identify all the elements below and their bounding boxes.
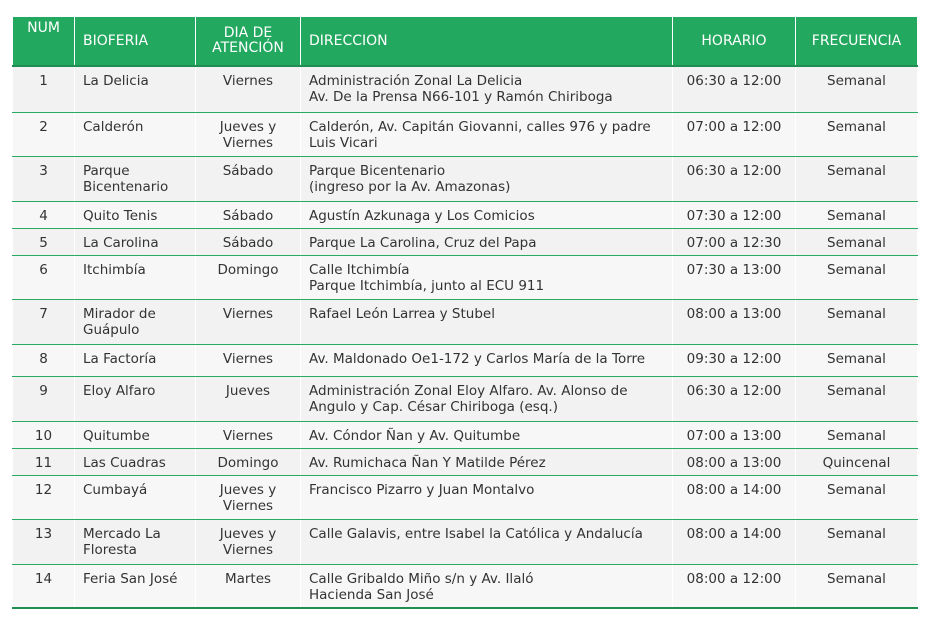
- table-row: [13, 201, 918, 228]
- dia-line: Viernes: [222, 497, 274, 514]
- cell-dia: [196, 228, 301, 255]
- cell-frecuencia: Semanal: [796, 112, 918, 156]
- bioferia-name-line: Quitumbe: [83, 427, 150, 444]
- cell-horario: 07:00 a 13:00: [673, 421, 796, 448]
- bioferia-name-line: Feria San José: [83, 570, 178, 587]
- cell-bioferia: [75, 421, 196, 448]
- bioferia-name-line: Eloy Alfaro: [83, 382, 156, 399]
- cell-bioferia: [75, 228, 196, 255]
- cell-dia: [196, 519, 301, 564]
- table-header-row: [13, 17, 918, 66]
- cell-horario: 06:30 a 12:00: [673, 376, 796, 421]
- cell-frecuencia: Semanal: [796, 376, 918, 421]
- dia-line: Martes: [224, 570, 272, 587]
- direccion-line: Parque Bicentenario: [309, 162, 446, 179]
- table-row: [13, 66, 918, 112]
- table-row: [13, 112, 918, 156]
- table-row: [13, 519, 918, 564]
- cell-num: 3: [13, 156, 75, 201]
- cell-num: 1: [13, 66, 75, 112]
- direccion-line: Av. Rumichaca Ñan Y Matilde Pérez: [309, 454, 546, 471]
- direccion-line: Francisco Pizarro y Juan Montalvo: [309, 481, 535, 498]
- direccion-line: Angulo y Cap. César Chiriboga (esq.): [309, 398, 558, 415]
- cell-dia: [196, 421, 301, 448]
- cell-direccion: [301, 112, 673, 156]
- cell-direccion: [301, 475, 673, 519]
- direccion-line: Administración Zonal La Delicia: [309, 73, 523, 89]
- cell-horario: 08:00 a 14:00: [673, 475, 796, 519]
- header-dia-line2: ATENCIÓN: [212, 40, 284, 56]
- cell-frecuencia: Semanal: [796, 421, 918, 448]
- table-row: [13, 376, 918, 421]
- cell-bioferia: [75, 299, 196, 344]
- cell-direccion: [301, 376, 673, 421]
- header-direccion: DIRECCION: [301, 17, 673, 66]
- direccion-line: Calle Gribaldo Miño s/n y Av. Ilaló: [309, 570, 534, 587]
- cell-frecuencia: Semanal: [796, 66, 918, 112]
- cell-horario: 07:00 a 12:00: [673, 112, 796, 156]
- bioferia-name-line: Bicentenario: [83, 178, 169, 195]
- cell-num: 2: [13, 112, 75, 156]
- bioferia-name-line: La Delicia: [83, 73, 149, 89]
- cell-bioferia: [75, 519, 196, 564]
- cell-frecuencia: Semanal: [796, 156, 918, 201]
- cell-dia: [196, 66, 301, 112]
- cell-direccion: [301, 448, 673, 475]
- header-frecuencia: FRECUENCIA: [796, 17, 918, 66]
- cell-horario: 07:00 a 12:30: [673, 228, 796, 255]
- cell-num: 13: [13, 519, 75, 564]
- cell-dia: [196, 255, 301, 299]
- header-dia-line1: DIA DE: [223, 25, 273, 41]
- cell-direccion: [301, 201, 673, 228]
- table-row: [13, 475, 918, 519]
- cell-num: 4: [13, 201, 75, 228]
- dia-line: Jueves y: [219, 481, 277, 498]
- cell-horario: 08:00 a 12:00: [673, 564, 796, 608]
- cell-direccion: [301, 421, 673, 448]
- cell-direccion: [301, 299, 673, 344]
- table-row: [13, 421, 918, 448]
- table-row: [13, 299, 918, 344]
- cell-direccion: [301, 519, 673, 564]
- table-row: [13, 255, 918, 299]
- bioferia-name-line: La Factoría: [83, 350, 157, 367]
- cell-dia: [196, 448, 301, 475]
- bioferia-name-line: Cumbayá: [83, 481, 148, 498]
- cell-direccion: [301, 156, 673, 201]
- cell-num: 8: [13, 344, 75, 376]
- table-row: [13, 228, 918, 255]
- cell-frecuencia: Semanal: [796, 344, 918, 376]
- dia-line: Domingo: [217, 454, 279, 471]
- cell-direccion: [301, 66, 673, 112]
- cell-bioferia: [75, 344, 196, 376]
- cell-bioferia: [75, 475, 196, 519]
- direccion-line: Hacienda San José: [309, 586, 434, 603]
- direccion-line: Calderón, Av. Capitán Giovanni, calles 976 y padre: [309, 118, 651, 135]
- cell-horario: 08:00 a 14:00: [673, 519, 796, 564]
- dia-line: Viernes: [222, 134, 274, 151]
- dia-line: Jueves: [225, 382, 271, 399]
- cell-horario: 07:30 a 12:00: [673, 201, 796, 228]
- direccion-line: Parque La Carolina, Cruz del Papa: [309, 234, 537, 251]
- cell-direccion: [301, 255, 673, 299]
- direccion-line: Calle Itchimbía: [309, 261, 410, 278]
- header-bioferia: BIOFERIA: [75, 17, 196, 66]
- dia-line: Sábado: [222, 162, 274, 179]
- cell-bioferia: [75, 448, 196, 475]
- header-dia: [196, 17, 301, 66]
- cell-frecuencia: Semanal: [796, 564, 918, 608]
- dia-line: Viernes: [222, 427, 274, 444]
- cell-horario: 09:30 a 12:00: [673, 344, 796, 376]
- cell-frecuencia: Semanal: [796, 299, 918, 344]
- direccion-line: (ingreso por la Av. Amazonas): [309, 178, 511, 195]
- cell-horario: 07:30 a 13:00: [673, 255, 796, 299]
- direccion-line: Calle Galavis, entre Isabel la Católica y Andalucía: [309, 525, 643, 542]
- cell-frecuencia: Semanal: [796, 519, 918, 564]
- cell-bioferia: [75, 112, 196, 156]
- cell-dia: [196, 156, 301, 201]
- cell-bioferia: [75, 255, 196, 299]
- direccion-line: Rafael León Larrea y Stubel: [309, 305, 495, 322]
- direccion-line: Administración Zonal Eloy Alfaro. Av. Alonso de: [309, 382, 628, 399]
- cell-dia: [196, 112, 301, 156]
- bioferia-name-line: Parque: [83, 162, 130, 179]
- table-row: [13, 344, 918, 376]
- cell-dia: [196, 376, 301, 421]
- header-horario: HORARIO: [673, 17, 796, 66]
- cell-num: 9: [13, 376, 75, 421]
- dia-line: Jueves y: [219, 525, 277, 542]
- bioferia-name-line: La Carolina: [83, 234, 159, 251]
- table-row: [13, 448, 918, 475]
- cell-horario: 08:00 a 13:00: [673, 448, 796, 475]
- cell-horario: 08:00 a 13:00: [673, 299, 796, 344]
- cell-num: 11: [13, 448, 75, 475]
- cell-bioferia: [75, 201, 196, 228]
- cell-frecuencia: Quincenal: [796, 448, 918, 475]
- cell-num: 10: [13, 421, 75, 448]
- cell-num: 6: [13, 255, 75, 299]
- cell-dia: [196, 201, 301, 228]
- cell-bioferia: [75, 156, 196, 201]
- dia-line: Viernes: [222, 305, 274, 322]
- cell-direccion: [301, 228, 673, 255]
- bioferia-name-line: Floresta: [83, 541, 137, 558]
- cell-direccion: [301, 564, 673, 608]
- direccion-line: Av. De la Prensa N66-101 y Ramón Chiriboga: [309, 89, 613, 105]
- cell-dia: [196, 564, 301, 608]
- direccion-line: Av. Maldonado Oe1-172 y Carlos María de la Torre: [309, 350, 646, 367]
- bioferias-table: [12, 17, 918, 609]
- dia-line: Sábado: [222, 234, 274, 251]
- bioferia-name-line: Guápulo: [83, 321, 140, 338]
- cell-frecuencia: Semanal: [796, 255, 918, 299]
- table-row: [13, 564, 918, 608]
- cell-dia: [196, 299, 301, 344]
- cell-bioferia: [75, 66, 196, 112]
- direccion-line: Av. Cóndor Ñan y Av. Quitumbe: [309, 427, 521, 444]
- cell-horario: 06:30 a 12:00: [673, 156, 796, 201]
- cell-horario: 06:30 a 12:00: [673, 66, 796, 112]
- bioferia-name-line: Las Cuadras: [83, 454, 166, 471]
- cell-num: 7: [13, 299, 75, 344]
- bioferia-name-line: Mercado La: [83, 525, 161, 542]
- cell-dia: [196, 344, 301, 376]
- direccion-line: Parque Itchimbía, junto al ECU 911: [309, 277, 545, 294]
- table-row: [13, 156, 918, 201]
- dia-line: Viernes: [222, 73, 274, 89]
- cell-bioferia: [75, 376, 196, 421]
- dia-line: Jueves y: [219, 118, 277, 135]
- dia-line: Domingo: [217, 261, 279, 278]
- cell-num: 12: [13, 475, 75, 519]
- bioferia-name-line: Calderón: [83, 118, 144, 135]
- cell-bioferia: [75, 564, 196, 608]
- cell-direccion: [301, 344, 673, 376]
- bioferia-name-line: Quito Tenis: [83, 207, 158, 224]
- cell-num: 5: [13, 228, 75, 255]
- header-num: NUM: [13, 17, 75, 66]
- bioferia-name-line: Mirador de: [83, 305, 156, 322]
- cell-frecuencia: Semanal: [796, 201, 918, 228]
- direccion-line: Luis Vicari: [309, 134, 378, 151]
- bioferia-name-line: Itchimbía: [83, 261, 146, 278]
- cell-frecuencia: Semanal: [796, 228, 918, 255]
- dia-line: Viernes: [222, 541, 274, 558]
- cell-frecuencia: Semanal: [796, 475, 918, 519]
- cell-dia: [196, 475, 301, 519]
- dia-line: Viernes: [222, 350, 274, 367]
- cell-num: 14: [13, 564, 75, 608]
- dia-line: Sábado: [222, 207, 274, 224]
- direccion-line: Agustín Azkunaga y Los Comicios: [309, 207, 535, 224]
